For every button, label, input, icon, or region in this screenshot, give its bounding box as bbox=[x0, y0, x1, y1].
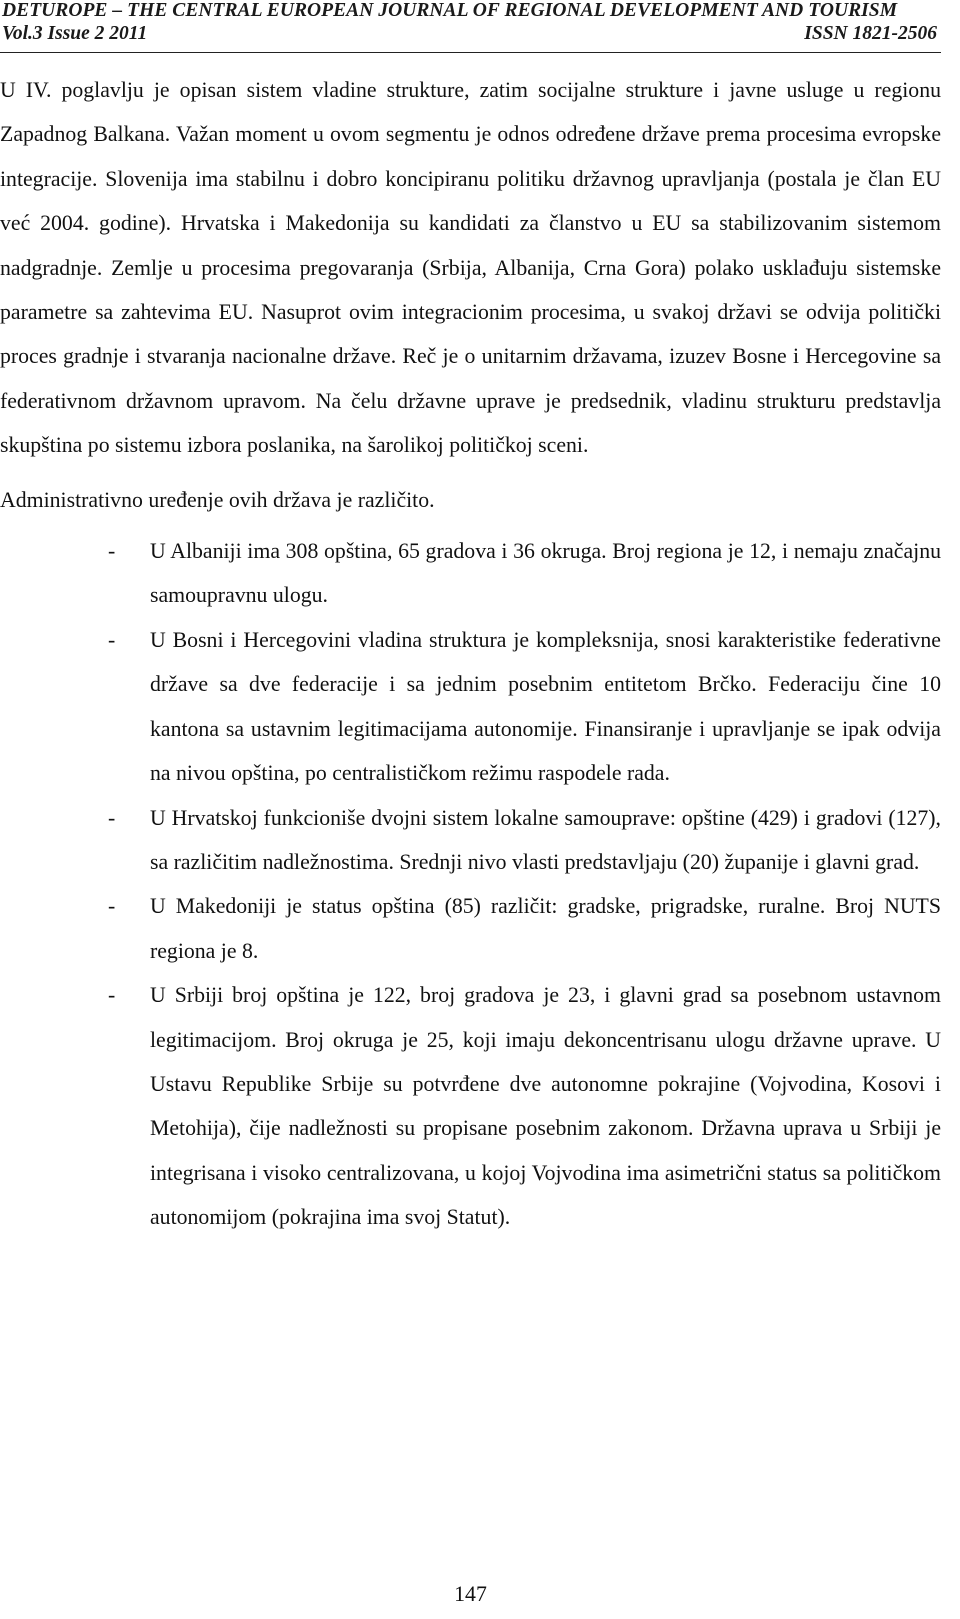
page-number: 147 bbox=[454, 1582, 487, 1606]
list-dash: - bbox=[108, 627, 116, 652]
paragraph-intro: U IV. poglavlju je opisan sistem vladine strukture, zatim socijalne strukture i javne usluge u regionu Zapadnog Balkana. Važan moment u ovom segmentu je odnos određene države prema procesima evropske integracije. Slovenija ima stabilnu i dobro koncipiranu politiku državnog upravljanja (postala je član EU već 2004. godine). Hrvatska i Makedonija su kandidati za članstvo u EU sa stabilizovanim sistemom nadgradnje. Zemlje u procesima pregovaranja (Srbija, Albanija, Crna Gora) polako usklađuju sistemske parametre sa zahtevima EU. Nasuprot ovim integracionim procesima, u svakoj državi se odvija politički proces gradnje i stvaranja nacionalne države. Reč je o unitarnim državama, izuzev Bosne i Hercegovine sa federativnom državnom upravom. Na čelu državne uprave je predsednik, vladinu strukturu predstavlja skupština po sistemu izbora poslanika, na šarolikoj političkoj sceni. bbox=[0, 78, 941, 458]
paragraph-administrative: Administrativno uređenje ovih država je različito. bbox=[0, 487, 435, 512]
list-dash: - bbox=[108, 539, 116, 564]
page-header bbox=[0, 0, 941, 53]
list-item-croatia bbox=[0, 796, 941, 885]
list-item-text: U Albaniji ima 308 opština, 65 gradova i 36 okruga. Broj regiona je 12, i nemaju značajnu samoupravnu ulogu. bbox=[150, 539, 941, 608]
list-dash: - bbox=[108, 894, 116, 919]
list-item-text: U Srbiji broj opština je 122, broj gradova je 23, i glavni grad sa posebnom ustavnom legitimacijom. Broj okruga je 25, koji imaju dekoncentrisanu ulogu državne uprave. U Ustavu Republike Srbije su potvrđene dve autonomne pokrajine (Vojvodina, Kosovi i Metohija), čije nadležnosti su propisane posebnim zakonom. Državna uprava u Srbiji je integrisana i visoko centralizovana, u kojoj Vojvodina ima asimetrični status sa političkom autonomijom (pokrajina ima svoj Statut). bbox=[150, 983, 941, 1230]
list-item-albania bbox=[0, 529, 941, 618]
list-dash: - bbox=[108, 805, 116, 830]
list-item-text: U Makedoniji je status opština (85) različit: gradske, prigradske, ruralne. Broj NUTS regiona je 8. bbox=[150, 894, 941, 963]
list-item-text: U Bosni i Hercegovini vladina struktura je kompleksnija, snosi karakteristike federativne države sa dve federacije i sa jednim posebnim entitetom Brčko. Federaciju čine 10 kantona sa ustavnim legitimacijama autonomije. Finansiranje i upravljanje se ipak odvija na nivou opština, po centralističkom režimu raspodele rada. bbox=[150, 627, 941, 786]
list-item-macedonia bbox=[0, 884, 941, 973]
issn: ISSN 1821-2506 bbox=[804, 23, 937, 44]
volume-issue: Vol.3 Issue 2 2011 bbox=[2, 23, 148, 44]
country-list bbox=[0, 529, 941, 1240]
list-item-bosnia bbox=[0, 618, 941, 796]
main-content bbox=[0, 68, 941, 1240]
journal-title: DETUROPE – THE CENTRAL EUROPEAN JOURNAL OF REGIONAL DEVELOPMENT AND TOURISM bbox=[2, 0, 898, 21]
list-dash: - bbox=[108, 983, 116, 1008]
list-item-text: U Hrvatskoj funkcioniše dvojni sistem lokalne samouprave: opštine (429) i gradovi (127), sa različitim nadležnostima. Srednji nivo vlasti predstavljaju (20) županije i glavni grad. bbox=[150, 805, 941, 874]
list-item-serbia bbox=[0, 973, 941, 1239]
